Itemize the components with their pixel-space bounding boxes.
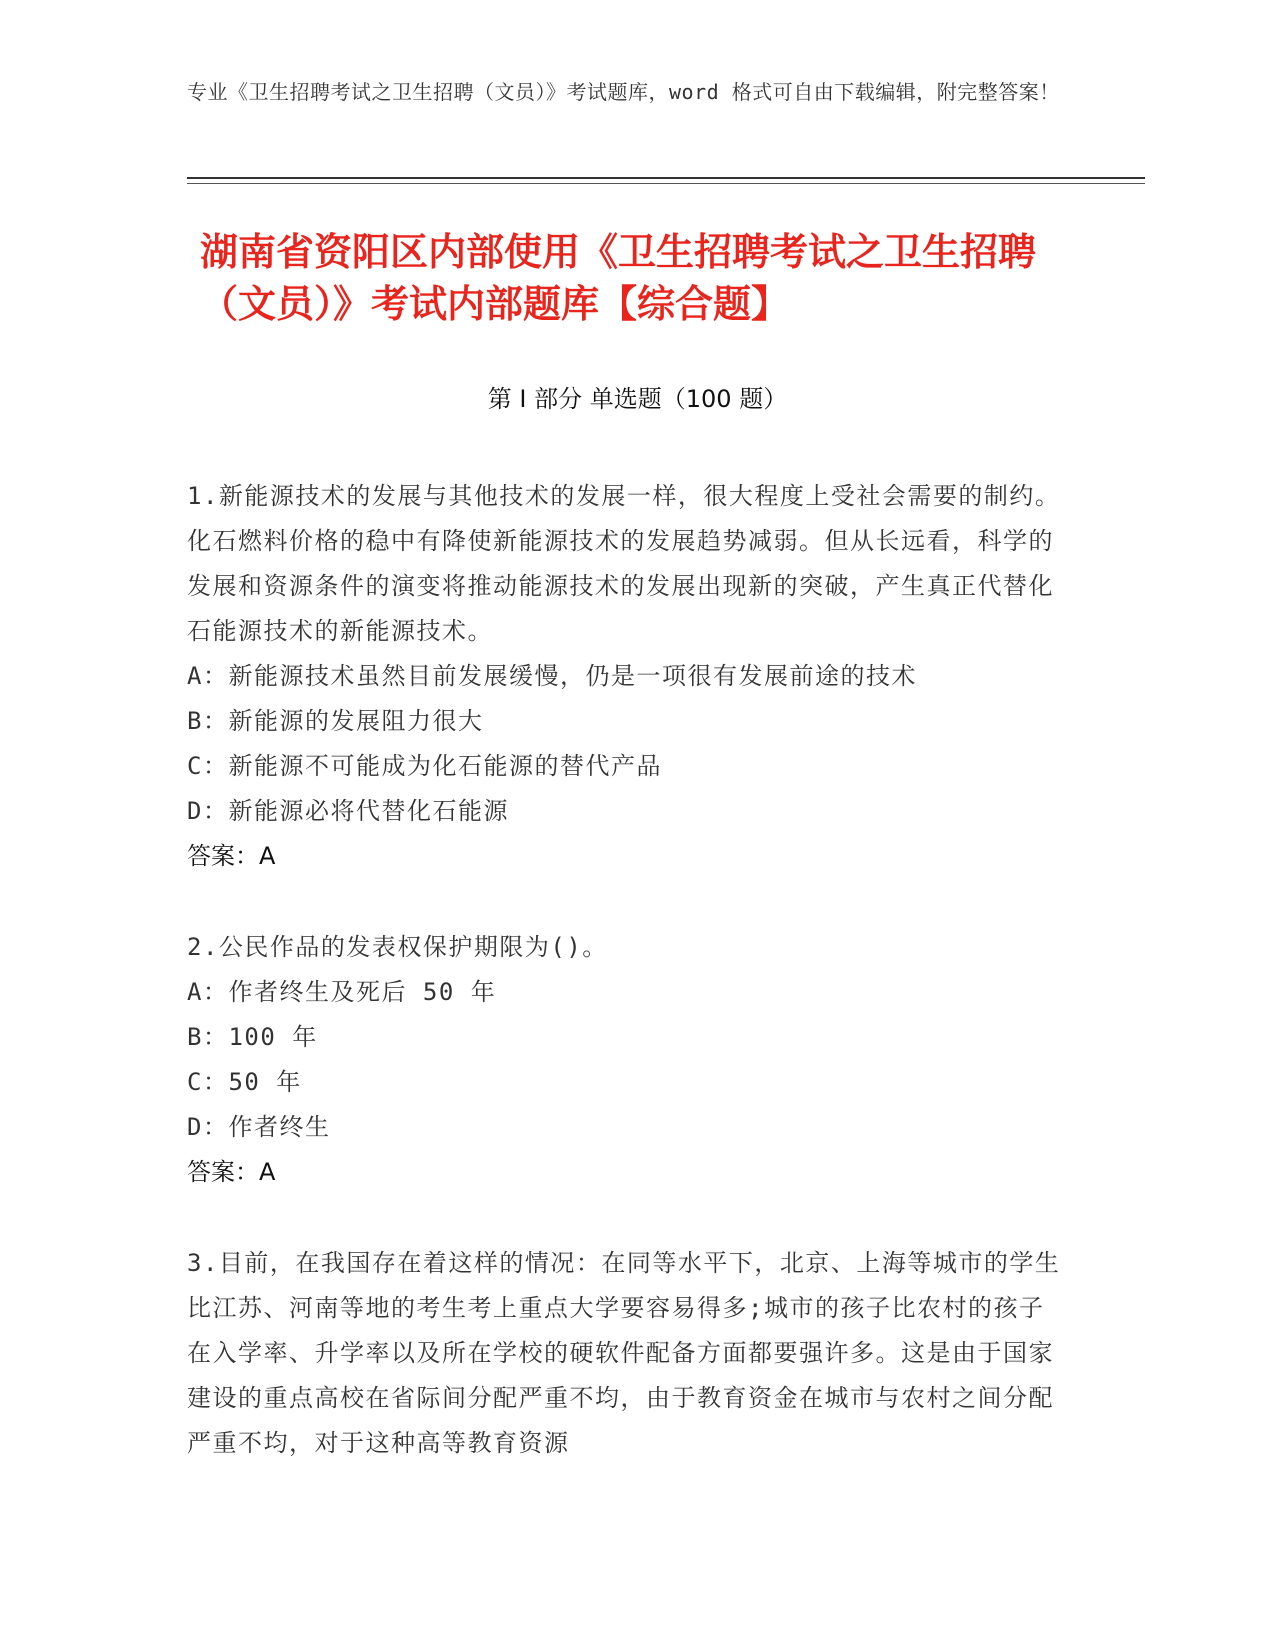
- question-2: [187, 925, 1067, 1195]
- option-b: B：100 年: [187, 1023, 318, 1051]
- option-a: A：作者终生及死后 50 年: [187, 978, 497, 1006]
- option-b: B：新能源的发展阻力很大: [187, 707, 484, 735]
- question-stem: 3.目前，在我国存在着这样的情况：在同等水平下，北京、上海等城市的学生比江苏、河南等地的考生考上重点大学要容易得多;城市的孩子比农村的孩子在入学率、升学率以及所在学校的硬软件配备方面都要强许多。这是由于国家建设的重点高校在省际间分配严重不均，由于教育资金在城市与农村之间分配严重不均，对于这种高等教育资源: [187, 1249, 1061, 1457]
- answer: 答案：A: [187, 1158, 276, 1186]
- option-d: D：作者终生: [187, 1113, 331, 1141]
- answer: 答案：A: [187, 842, 276, 870]
- option-c: C：新能源不可能成为化石能源的替代产品: [187, 752, 662, 780]
- option-a: A：新能源技术虽然目前发展缓慢，仍是一项很有发展前途的技术: [187, 662, 917, 690]
- document-title: 湖南省资阳区内部使用《卫生招聘考试之卫生招聘（文员）》考试内部题库【综合题】: [200, 230, 1037, 326]
- option-d: D：新能源必将代替化石能源: [187, 797, 509, 825]
- question-3: [187, 1241, 1067, 1466]
- header-divider-thick: [187, 177, 1145, 179]
- section-heading: 第 I 部分 单选题（100 题）: [487, 385, 788, 413]
- question-1: [187, 474, 1067, 879]
- header-divider-thin: [187, 183, 1145, 184]
- header-note: 专业《卫生招聘考试之卫生招聘（文员）》考试题库，word 格式可自由下载编辑，附完整答案！: [187, 80, 1060, 104]
- option-c: C：50 年: [187, 1068, 302, 1096]
- question-list: [187, 474, 1067, 1512]
- question-stem: 1.新能源技术的发展与其他技术的发展一样，很大程度上受社会需要的制约。化石燃料价格的稳中有降使新能源技术的发展趋势减弱。但从长远看，科学的发展和资源条件的演变将推动能源技术的发展出现新的突破，产生真正代替化石能源技术的新能源技术。: [187, 482, 1061, 645]
- question-stem: 2.公民作品的发表权保护期限为()。: [187, 933, 608, 961]
